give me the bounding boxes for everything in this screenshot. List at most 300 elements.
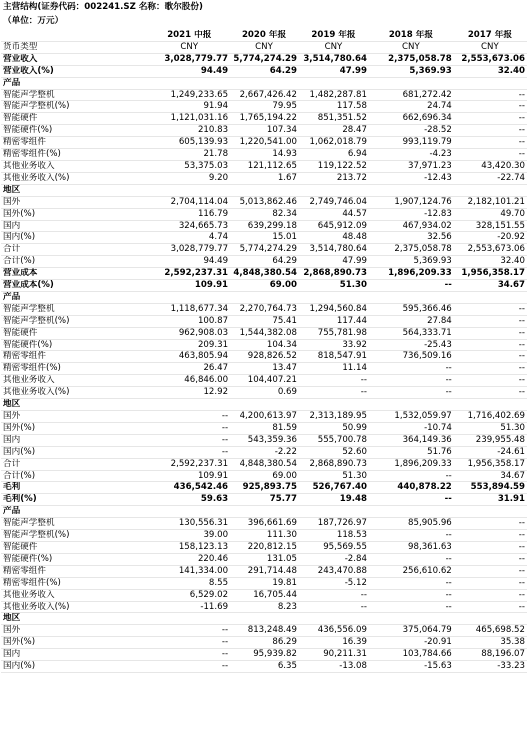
- cell-value: --: [454, 351, 527, 363]
- table-row: [1, 518, 527, 530]
- table-row: [1, 637, 527, 649]
- cell-value: --: [369, 363, 454, 375]
- cell-value: -22.74: [454, 172, 527, 184]
- cell-value: 16.39: [299, 637, 369, 649]
- cell-value: 4,848,380.54: [230, 268, 299, 280]
- table-row: [1, 113, 527, 125]
- cell-value: -2.84: [299, 553, 369, 565]
- cell-value: [299, 184, 369, 196]
- cell-value: 1,907,124.76: [369, 196, 454, 208]
- cell-value: 526,767.40: [299, 482, 369, 494]
- cell-value: 209.31: [149, 339, 230, 351]
- table-row: [1, 244, 527, 256]
- cell-value: 69.00: [230, 280, 299, 292]
- cell-value: [454, 399, 527, 411]
- cell-value: --: [454, 589, 527, 601]
- cell-value: --: [299, 375, 369, 387]
- cell-value: -24.61: [454, 446, 527, 458]
- row-label: 精密零组件(%): [1, 149, 149, 161]
- cell-value: 109.91: [149, 280, 230, 292]
- table-row: [1, 434, 527, 446]
- cell-value: 220,812.15: [230, 541, 299, 553]
- row-label: 智能硬件(%): [1, 553, 149, 565]
- cell-value: 90,211.31: [299, 649, 369, 661]
- table-row: [1, 470, 527, 482]
- cell-value: 13.47: [230, 363, 299, 375]
- cell-value: 81.59: [230, 422, 299, 434]
- cell-value: [230, 506, 299, 518]
- cell-value: CNY: [454, 41, 527, 53]
- table-row: [1, 280, 527, 292]
- cell-value: [230, 399, 299, 411]
- table-row: [1, 458, 527, 470]
- table-row: [1, 41, 527, 53]
- cell-value: 3,514,780.64: [299, 53, 369, 65]
- cell-value: 109.91: [149, 470, 230, 482]
- cell-value: 2,270,764.73: [230, 303, 299, 315]
- table-row: [1, 232, 527, 244]
- cell-value: --: [369, 494, 454, 506]
- row-label: 国内(%): [1, 661, 149, 673]
- cell-value: 4,848,380.54: [230, 458, 299, 470]
- cell-value: 962,908.03: [149, 327, 230, 339]
- cell-value: 27.84: [369, 315, 454, 327]
- cell-value: 14.93: [230, 149, 299, 161]
- cell-value: --: [454, 137, 527, 149]
- cell-value: 49.70: [454, 208, 527, 220]
- cell-value: --: [454, 303, 527, 315]
- cell-value: 928,826.52: [230, 351, 299, 363]
- cell-value: 94.49: [149, 65, 230, 77]
- cell-value: --: [454, 327, 527, 339]
- cell-value: 12.92: [149, 387, 230, 399]
- cell-value: 85,905.96: [369, 518, 454, 530]
- table-row: [1, 149, 527, 161]
- table-row: [1, 53, 527, 65]
- row-label: 产品: [1, 291, 149, 303]
- cell-value: -12.83: [369, 208, 454, 220]
- cell-value: 32.40: [454, 256, 527, 268]
- cell-value: --: [299, 387, 369, 399]
- table-row: [1, 446, 527, 458]
- cell-value: 34.67: [454, 470, 527, 482]
- table-row: [1, 208, 527, 220]
- cell-value: 21.78: [149, 149, 230, 161]
- cell-value: --: [454, 149, 527, 161]
- row-label: 营业成本: [1, 268, 149, 280]
- cell-value: --: [149, 411, 230, 423]
- cell-value: 2,553,673.06: [454, 244, 527, 256]
- cell-value: 32.40: [454, 65, 527, 77]
- cell-value: 1,220,541.00: [230, 137, 299, 149]
- row-label: 国外: [1, 625, 149, 637]
- cell-value: 104.34: [230, 339, 299, 351]
- cell-value: 2,868,890.73: [299, 268, 369, 280]
- cell-value: 1,062,018.79: [299, 137, 369, 149]
- cell-value: 324,665.73: [149, 220, 230, 232]
- cell-value: 1,896,209.33: [369, 458, 454, 470]
- cell-value: -28.52: [369, 125, 454, 137]
- cell-value: 2,704,114.04: [149, 196, 230, 208]
- cell-value: 2,592,237.31: [149, 458, 230, 470]
- table-row: [1, 625, 527, 637]
- row-label: 产品: [1, 77, 149, 89]
- table-row: [1, 125, 527, 137]
- cell-value: CNY: [299, 41, 369, 53]
- cell-value: [299, 613, 369, 625]
- cell-value: [369, 399, 454, 411]
- row-label: 合计: [1, 458, 149, 470]
- row-label: 智能声学整机: [1, 518, 149, 530]
- main-business-table: [1, 30, 527, 673]
- cell-value: 5,774,274.29: [230, 53, 299, 65]
- cell-value: 364,149.36: [369, 434, 454, 446]
- cell-value: 35.38: [454, 637, 527, 649]
- cell-value: [149, 291, 230, 303]
- row-label: 国外: [1, 196, 149, 208]
- cell-value: -20.92: [454, 232, 527, 244]
- row-label: 营业收入(%): [1, 65, 149, 77]
- table-row: [1, 565, 527, 577]
- row-label: 营业成本(%): [1, 280, 149, 292]
- cell-value: 2,749,746.04: [299, 196, 369, 208]
- cell-value: 553,894.59: [454, 482, 527, 494]
- cell-value: --: [454, 553, 527, 565]
- row-label: 地区: [1, 613, 149, 625]
- row-label: 精密零组件: [1, 137, 149, 149]
- cell-value: --: [454, 387, 527, 399]
- cell-value: 1,765,194.22: [230, 113, 299, 125]
- cell-value: [369, 506, 454, 518]
- cell-value: 121,112.65: [230, 160, 299, 172]
- cell-value: 543,359.36: [230, 434, 299, 446]
- cell-value: 5,774,274.29: [230, 244, 299, 256]
- column-header: 2021 中报: [149, 30, 230, 41]
- row-label: 地区: [1, 399, 149, 411]
- header-row: [1, 30, 527, 41]
- cell-value: 131.05: [230, 553, 299, 565]
- header-blank: [1, 30, 149, 41]
- table-row: [1, 363, 527, 375]
- cell-value: --: [454, 601, 527, 613]
- cell-value: 3,028,779.77: [149, 53, 230, 65]
- table-row: [1, 613, 527, 625]
- cell-value: --: [299, 589, 369, 601]
- cell-value: --: [454, 541, 527, 553]
- cell-value: --: [454, 530, 527, 542]
- cell-value: 1.67: [230, 172, 299, 184]
- cell-value: CNY: [149, 41, 230, 53]
- cell-value: 662,696.34: [369, 113, 454, 125]
- table-row: [1, 482, 527, 494]
- table-row: [1, 601, 527, 613]
- row-label: 毛利: [1, 482, 149, 494]
- cell-value: 44.57: [299, 208, 369, 220]
- table-row: [1, 339, 527, 351]
- cell-value: 1,249,233.65: [149, 89, 230, 101]
- cell-value: 51.76: [369, 446, 454, 458]
- table-row: [1, 589, 527, 601]
- cell-value: [149, 77, 230, 89]
- cell-value: 75.41: [230, 315, 299, 327]
- cell-value: --: [454, 339, 527, 351]
- cell-value: --: [369, 577, 454, 589]
- cell-value: 5,013,862.46: [230, 196, 299, 208]
- cell-value: 98,361.63: [369, 541, 454, 553]
- cell-value: [230, 77, 299, 89]
- cell-value: -12.43: [369, 172, 454, 184]
- row-label: 营业收入: [1, 53, 149, 65]
- row-label: 地区: [1, 184, 149, 196]
- cell-value: 736,509.16: [369, 351, 454, 363]
- row-label: 国外(%): [1, 637, 149, 649]
- cell-value: --: [149, 422, 230, 434]
- cell-value: [149, 184, 230, 196]
- column-header: 2020 年报: [230, 30, 299, 41]
- row-label: 其他业务收入(%): [1, 601, 149, 613]
- cell-value: 256,610.62: [369, 565, 454, 577]
- cell-value: --: [369, 280, 454, 292]
- cell-value: 37,971.23: [369, 160, 454, 172]
- cell-value: --: [149, 434, 230, 446]
- cell-value: 1,118,677.34: [149, 303, 230, 315]
- row-label: 其他业务收入: [1, 160, 149, 172]
- cell-value: 47.99: [299, 65, 369, 77]
- table-row: [1, 137, 527, 149]
- cell-value: --: [454, 518, 527, 530]
- table-row: [1, 577, 527, 589]
- cell-value: -15.63: [369, 661, 454, 673]
- cell-value: 2,592,237.31: [149, 268, 230, 280]
- cell-value: 220.46: [149, 553, 230, 565]
- cell-value: -11.69: [149, 601, 230, 613]
- table-row: [1, 220, 527, 232]
- table-row: [1, 303, 527, 315]
- cell-value: 1,482,287.81: [299, 89, 369, 101]
- cell-value: 436,542.46: [149, 482, 230, 494]
- cell-value: 2,182,101.21: [454, 196, 527, 208]
- cell-value: --: [369, 589, 454, 601]
- table-row: [1, 327, 527, 339]
- cell-value: -2.22: [230, 446, 299, 458]
- cell-value: 11.14: [299, 363, 369, 375]
- cell-value: --: [454, 125, 527, 137]
- cell-value: [299, 399, 369, 411]
- cell-value: 82.34: [230, 208, 299, 220]
- cell-value: CNY: [369, 41, 454, 53]
- cell-value: 1,532,059.97: [369, 411, 454, 423]
- cell-value: 100.87: [149, 315, 230, 327]
- cell-value: 34.67: [454, 280, 527, 292]
- table-row: [1, 89, 527, 101]
- cell-value: 118.53: [299, 530, 369, 542]
- cell-value: 555,700.78: [299, 434, 369, 446]
- cell-value: 239,955.48: [454, 434, 527, 446]
- cell-value: 119,122.52: [299, 160, 369, 172]
- cell-value: 130,556.31: [149, 518, 230, 530]
- cell-value: --: [149, 661, 230, 673]
- cell-value: [149, 613, 230, 625]
- cell-value: CNY: [230, 41, 299, 53]
- table-row: [1, 196, 527, 208]
- cell-value: 6.35: [230, 661, 299, 673]
- row-label: 智能声学整机(%): [1, 530, 149, 542]
- cell-value: 436,556.09: [299, 625, 369, 637]
- cell-value: 48.48: [299, 232, 369, 244]
- cell-value: -10.74: [369, 422, 454, 434]
- row-label: 精密零组件(%): [1, 577, 149, 589]
- row-label: 智能硬件: [1, 541, 149, 553]
- cell-value: 2,375,058.78: [369, 53, 454, 65]
- table-row: [1, 351, 527, 363]
- cell-value: 50.99: [299, 422, 369, 434]
- table-row: [1, 65, 527, 77]
- cell-value: 3,514,780.64: [299, 244, 369, 256]
- row-label: 智能硬件(%): [1, 339, 149, 351]
- table-row: [1, 649, 527, 661]
- cell-value: 64.29: [230, 256, 299, 268]
- cell-value: --: [454, 565, 527, 577]
- row-label: 精密零组件(%): [1, 363, 149, 375]
- cell-value: 117.44: [299, 315, 369, 327]
- cell-value: 16,705.44: [230, 589, 299, 601]
- cell-value: 52.60: [299, 446, 369, 458]
- cell-value: 328,151.55: [454, 220, 527, 232]
- cell-value: [369, 184, 454, 196]
- cell-value: 32.56: [369, 232, 454, 244]
- table-row: [1, 387, 527, 399]
- row-label: 其他业务收入(%): [1, 387, 149, 399]
- cell-value: 2,375,058.78: [369, 244, 454, 256]
- cell-value: 24.74: [369, 101, 454, 113]
- cell-value: 1,716,402.69: [454, 411, 527, 423]
- cell-value: 925,893.75: [230, 482, 299, 494]
- cell-value: [369, 291, 454, 303]
- table-row: [1, 315, 527, 327]
- cell-value: --: [149, 637, 230, 649]
- cell-value: 6,529.02: [149, 589, 230, 601]
- cell-value: --: [369, 530, 454, 542]
- report-title: 主营结构(证券代码：002241.SZ 名称：歌尔股份): [3, 2, 203, 12]
- row-label: 合计(%): [1, 256, 149, 268]
- table-row: [1, 506, 527, 518]
- row-label: 产品: [1, 506, 149, 518]
- row-label: 其他业务收入: [1, 589, 149, 601]
- row-label: 其他业务收入: [1, 375, 149, 387]
- cell-value: 440,878.22: [369, 482, 454, 494]
- row-label: 货币类型: [1, 41, 149, 53]
- cell-value: 79.95: [230, 101, 299, 113]
- table-row: [1, 541, 527, 553]
- cell-value: 26.47: [149, 363, 230, 375]
- cell-value: -5.12: [299, 577, 369, 589]
- cell-value: 103,784.66: [369, 649, 454, 661]
- row-label: 国内(%): [1, 232, 149, 244]
- cell-value: [230, 613, 299, 625]
- cell-value: 595,366.46: [369, 303, 454, 315]
- table-row: [1, 411, 527, 423]
- cell-value: 51.30: [299, 280, 369, 292]
- cell-value: 107.34: [230, 125, 299, 137]
- cell-value: 95,569.55: [299, 541, 369, 553]
- cell-value: 15.01: [230, 232, 299, 244]
- cell-value: 31.91: [454, 494, 527, 506]
- cell-value: 243,470.88: [299, 565, 369, 577]
- cell-value: 33.92: [299, 339, 369, 351]
- cell-value: 5,369.93: [369, 65, 454, 77]
- cell-value: 86.29: [230, 637, 299, 649]
- column-header: 2019 年报: [299, 30, 369, 41]
- cell-value: -20.91: [369, 637, 454, 649]
- cell-value: --: [149, 446, 230, 458]
- cell-value: -25.43: [369, 339, 454, 351]
- cell-value: 69.00: [230, 470, 299, 482]
- cell-value: 818,547.91: [299, 351, 369, 363]
- cell-value: 104,407.21: [230, 375, 299, 387]
- row-label: 精密零组件: [1, 351, 149, 363]
- row-label: 智能硬件: [1, 327, 149, 339]
- row-label: 智能硬件: [1, 113, 149, 125]
- cell-value: 8.55: [149, 577, 230, 589]
- row-label: 智能声学整机(%): [1, 101, 149, 113]
- row-label: 智能硬件(%): [1, 125, 149, 137]
- cell-value: [230, 291, 299, 303]
- table-row: [1, 172, 527, 184]
- cell-value: 463,805.94: [149, 351, 230, 363]
- cell-value: 116.79: [149, 208, 230, 220]
- cell-value: 993,119.79: [369, 137, 454, 149]
- cell-value: --: [454, 577, 527, 589]
- cell-value: 19.48: [299, 494, 369, 506]
- table-row: [1, 184, 527, 196]
- cell-value: 639,299.18: [230, 220, 299, 232]
- cell-value: 2,667,426.42: [230, 89, 299, 101]
- cell-value: 0.69: [230, 387, 299, 399]
- table-row: [1, 494, 527, 506]
- cell-value: [454, 184, 527, 196]
- table-row: [1, 399, 527, 411]
- row-label: 国外(%): [1, 422, 149, 434]
- cell-value: 3,028,779.77: [149, 244, 230, 256]
- unit-note: （单位：万元）: [3, 16, 64, 26]
- cell-value: --: [149, 649, 230, 661]
- cell-value: 51.30: [299, 470, 369, 482]
- row-label: 智能声学整机: [1, 89, 149, 101]
- cell-value: 2,553,673.06: [454, 53, 527, 65]
- table-row: [1, 160, 527, 172]
- table-row: [1, 422, 527, 434]
- cell-value: 75.77: [230, 494, 299, 506]
- row-label: 国内: [1, 649, 149, 661]
- cell-value: 111.30: [230, 530, 299, 542]
- cell-value: [299, 291, 369, 303]
- cell-value: 43,420.30: [454, 160, 527, 172]
- cell-value: 117.58: [299, 101, 369, 113]
- cell-value: --: [369, 601, 454, 613]
- cell-value: --: [369, 553, 454, 565]
- table-row: [1, 530, 527, 542]
- row-label: 国内: [1, 434, 149, 446]
- cell-value: 59.63: [149, 494, 230, 506]
- row-label: 合计(%): [1, 470, 149, 482]
- cell-value: --: [369, 387, 454, 399]
- table-row: [1, 375, 527, 387]
- cell-value: 88,196.07: [454, 649, 527, 661]
- cell-value: 1,121,031.16: [149, 113, 230, 125]
- row-label: 智能声学整机: [1, 303, 149, 315]
- row-label: 精密零组件: [1, 565, 149, 577]
- cell-value: 396,661.69: [230, 518, 299, 530]
